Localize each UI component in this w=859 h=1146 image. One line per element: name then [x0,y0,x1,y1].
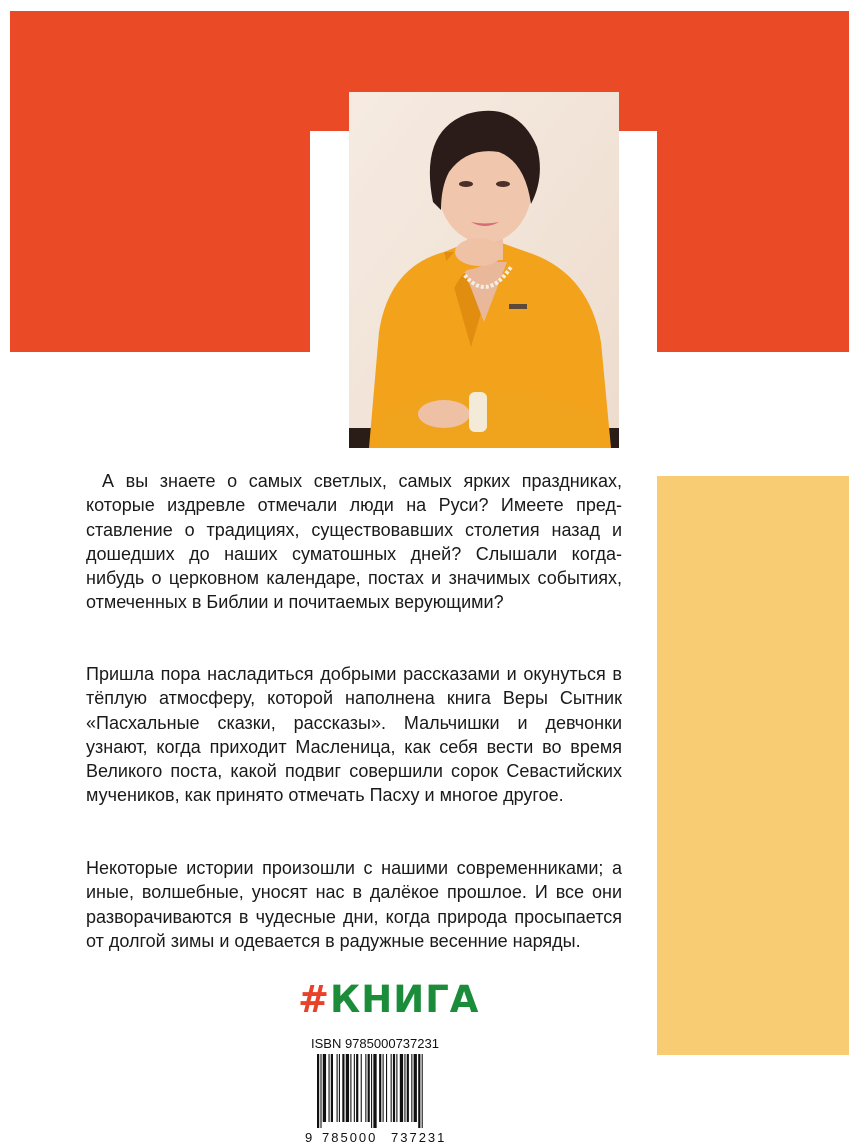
barcode-bar [383,1054,384,1122]
publisher-logo-hash: # [298,978,331,1021]
barcode [305,1054,465,1130]
barcode-bar [418,1054,420,1128]
description-paragraph-1 [86,469,622,615]
barcode-bar [317,1054,319,1128]
barcode-bar [393,1054,395,1122]
barcode-bar [368,1054,370,1122]
barcode-bar [346,1054,349,1122]
isbn-barcode-block [305,1037,465,1146]
barcode-bar [361,1054,362,1122]
red-band-right [657,11,849,352]
isbn-digit-group-right: 737231 [391,1130,447,1145]
barcode-bar [356,1054,358,1122]
paragraph-text: Пришла пора насладиться добрыми рассказами и окунуться в тёплую атмосферу, которой наполнена книга Веры Сытник «Пасхальные сказки, рассказы». Мальчишки и девчонки узнают, когда приходит Масленица, как себя вести во время Великого поста, какой подвиг совершили сорок Севастийских мучеников, как принято отмечать Пасху и многое другое. [86,664,622,806]
barcode-bar [373,1054,376,1128]
barcode-bar [379,1054,381,1122]
paragraph-text: А вы знаете о самых светлых, самых ярких праздниках, которые издревле отмечали люди на Руси? Имеете представление о традициях, существовавших столетия назад и дошедших до наших суматошных дней? Слышали когда-нибудь о церковном календаре, постах и значимых событиях, отмеченных в Библии и почитаемых верующими? [86,471,622,613]
barcode-bar [342,1054,344,1122]
publisher-logo [298,978,479,1022]
barcode-bar [365,1054,366,1122]
barcode-bar [320,1054,321,1128]
barcode-bar [331,1054,333,1122]
barcode-bar [422,1054,423,1128]
barcode-bar [323,1054,326,1122]
barcode-bar [371,1054,372,1128]
barcode-bar [329,1054,330,1122]
barcode-bar [354,1054,355,1122]
barcode-bar [396,1054,397,1122]
yellow-side-block [657,476,849,1055]
barcode-bar [386,1054,387,1122]
red-band-left [10,11,310,352]
barcode-bar [337,1054,338,1122]
isbn-digit-group-left: 785000 [322,1130,378,1145]
author-photo [349,92,619,448]
description-paragraph-3 [86,856,622,953]
barcode-bar [404,1054,405,1122]
description-paragraph-2 [86,662,622,808]
isbn-digits [305,1130,465,1146]
barcode-bar [400,1054,403,1122]
barcode-bar [407,1054,409,1122]
paragraph-text: Некоторые истории произошли с нашими современниками; а иные, волшебные, уносят нас в далёкое прошлое. И все они разворачиваются в чудесные дни, когда природа просыпается от долгой зимы и одевается в радужные весенние наряды. [86,858,622,951]
publisher-logo-word: КНИГА [330,978,480,1021]
isbn-label: ISBN 9785000737231 [311,1036,439,1051]
barcode-bar [339,1054,340,1122]
barcode-bar [350,1054,351,1122]
isbn-digit-first: 9 [305,1130,313,1145]
barcode-bar [414,1054,417,1122]
barcode-bar [391,1054,392,1122]
barcode-bar [411,1054,412,1122]
